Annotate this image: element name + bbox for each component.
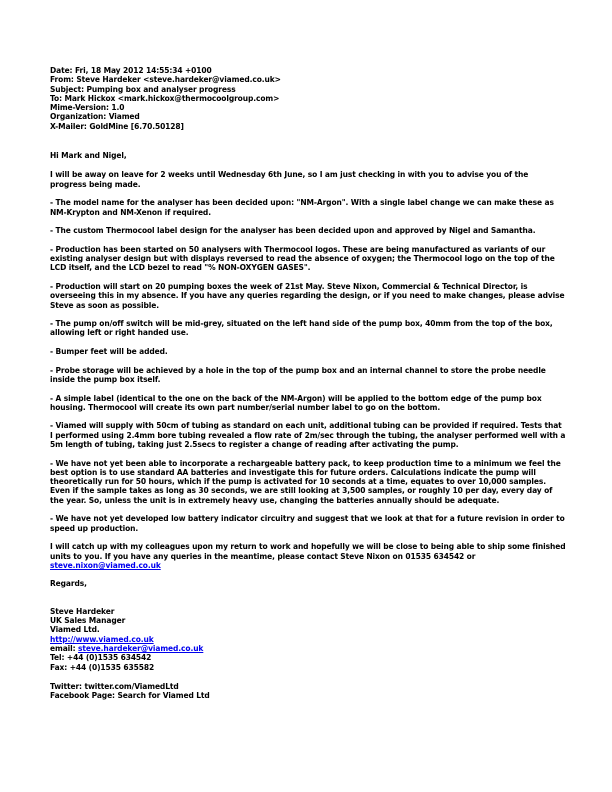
signature-email-link[interactable]: steve.hardeker@viamed.co.uk xyxy=(78,643,204,653)
header-to: To: Mark Hickox <mark.hickox@thermocoolgroup.com> xyxy=(50,93,280,103)
header-from: From: Steve Hardeker <steve.hardeker@viamed.co.uk> xyxy=(50,75,281,85)
header-organization: Organization: Viamed xyxy=(50,112,140,122)
bullet-model-name: - The model name for the analyser has been decided upon: "NM-Argon". With a single label change we can make these as NM-Krypton and NM-Xenon if required. xyxy=(50,198,554,217)
bullet-production-pump-boxes: - Production will start on 20 pumping boxes the week of 21st May. Steve Nixon, Commercial & Technical Director, is overseeing this in my absence. If you have any queries regarding the design, or if you need to make changes, please advise Steve as soon as possible. xyxy=(50,281,565,310)
closing-text: I will catch up with my colleagues upon my return to work and hopefully we will be close to being able to ship some finished units to you. If you have any queries in the meantime, please contact Steve Nixon on 01535 634542 or xyxy=(50,542,566,561)
bullet-probe-storage: - Probe storage will be achieved by a hole in the top of the pump box and an internal channel to store the probe needle inside the pump box itself. xyxy=(50,365,546,384)
bullet-tubing: - Viamed will supply with 50cm of tubing as standard on each unit, additional tubing can be provided if required. Tests that I performed using 2.4mm bore tubing revealed a flow rate of 2m/sec through the tubing, the analyser performed well with a 5m length of tubing, taking just 2.5secs to register a change of reading after activating the pump. xyxy=(50,421,566,449)
signature-title: UK Sales Manager xyxy=(50,616,126,626)
website-link[interactable]: http://www.viamed.co.uk xyxy=(50,634,154,644)
bullet-simple-label: - A simple label (identical to the one on the back of the NM-Argon) will be applied to the bottom edge of the pump box housing. Thermocool will create its own part number/serial number label to go on the bottom. xyxy=(50,393,542,412)
social-block xyxy=(50,682,566,701)
signature-fax: Fax: +44 (0)1535 635582 xyxy=(50,662,155,672)
closing-paragraph xyxy=(50,542,566,570)
bullet-production-analysers: - Production has been started on 50 analysers with Thermocool logos. These are being manufactured as variants of our existing analyser design but with displays reversed to read the absence of oxygen; the Thermocool logo on the top of the LCD itself, and the LCD bezel to read "% NON-OXYGEN GASES". xyxy=(50,244,555,273)
email-label: email: xyxy=(50,643,79,653)
email-line xyxy=(50,644,566,653)
intro-paragraph: I will be away on leave for 2 weeks until Wednesday 6th June, so I am just checking in with you to advise you of the progress being made. xyxy=(50,170,529,189)
signature-facebook: Facebook Page: Search for Viamed Ltd xyxy=(50,691,210,701)
header-subject: Subject: Pumping box and analyser progress xyxy=(50,84,236,94)
steve-nixon-email-link[interactable]: steve.nixon@viamed.co.uk xyxy=(50,560,161,570)
bullet-batteries: - We have not yet been able to incorporate a rechargeable battery pack, to keep production time to a minimum we feel the best option is to use standard AA batteries and investigate this for future orders. Calculations indicate the pump will theoretically run for 50 hours, which if the pump is activated for 10 seconds at a time, equates to over 10,000 samples. Even if the sample takes as long as 30 seconds, we are still looking at 3,500 samples, or roughly 10 per day, every day of the year. So, unless the unit is in extremely heavy use, changing the batteries annually should be adequate. xyxy=(50,458,561,505)
header-date: Date: Fri, 18 May 2012 14:55:34 +0100 xyxy=(50,66,212,75)
signature-tel: Tel: +44 (0)1535 634542 xyxy=(50,653,152,663)
signoff: Regards, xyxy=(50,579,87,589)
header-mime-version: Mime-Version: 1.0 xyxy=(50,103,125,113)
signature-twitter: Twitter: twitter.com/ViamedLtd xyxy=(50,681,179,691)
signature-company: Viamed Ltd. xyxy=(50,625,100,635)
email-header-block xyxy=(50,66,566,131)
bullet-thermocool-label: - The custom Thermocool label design for the analyser has been decided upon and approved by Nigel and Samantha. xyxy=(50,226,536,236)
signature-name: Steve Hardeker xyxy=(50,606,115,616)
signature-block xyxy=(50,607,566,672)
header-x-mailer: X-Mailer: GoldMine [6.70.50128] xyxy=(50,121,184,131)
bullet-bumper-feet: - Bumper feet will be added. xyxy=(50,347,168,357)
greeting: Hi Mark and Nigel, xyxy=(50,151,127,161)
bullet-low-battery-indicator: - We have not yet developed low battery indicator circuitry and suggest that we look at that for a future revision in order to speed up production. xyxy=(50,514,565,533)
bullet-pump-switch: - The pump on/off switch will be mid-grey, situated on the left hand side of the pump box, 40mm from the top of the box, allowing left or right handed use. xyxy=(50,319,553,338)
website-line xyxy=(50,635,566,644)
